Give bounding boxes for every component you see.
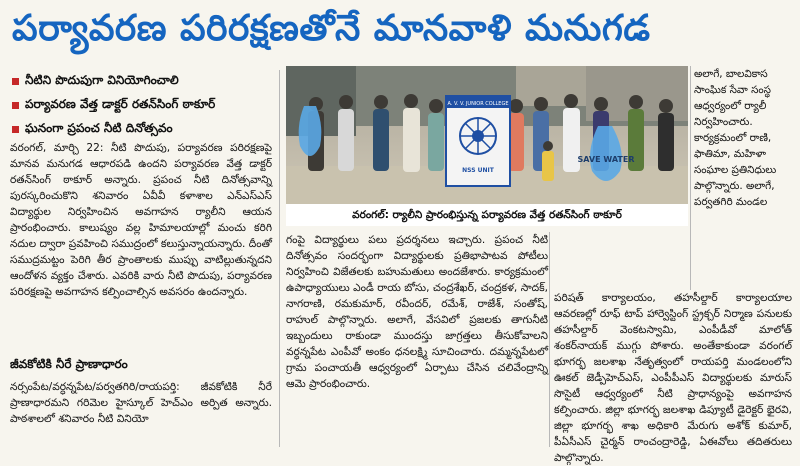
article-paragraph: పరిషత్ కార్యాలయం, తహసీల్దార్ కార్యాలయాల ఆవరణల్లో రూఫ్ టాప్ హార్వెస్టింగ్ స్ట్రక్చర్ నిర్మాణ పనులకు తహసీల్దార్ వెంకటస్వామి, ఎంపీడీవో మాలోత్ శంకర్‌నాయక్ ముగ్గు పోశారు. అంతేకాకుండా వరంగల్ భూగర్భ జలశాఖ నేతృత్వంలో రాయపర్తి మండలంలోని ఊకల్ జెడ్పీహెచ్ఎస్, ఎంపీపీఎస్ విద్యార్థులకు మారుస్ సొసైటీ ఆధ్వర్యంలో నీటి ప్రాధాన్యంపై అవగాహన కల్పించారు. జిల్లా భూగర్భ జలశాఖ డిప్యూటీ డైరెక్టర్ భైరవి, జిల్లా భూగర్భ శాఖ అధికారి మేరుగు అశోక్ కుమార్, పీఏసీఎస్ చైర్మన్ రాంచంద్రారెడ్డి, ఏఈవోలు తదితరులు పాల్గొన్నారు. xyxy=(554,292,792,464)
photo-caption: వరంగల్: ర్యాలీని ప్రారంభిస్తున్న పర్యావరణ వేత్త రతన్‌సింగ్ ఠాకూర్ xyxy=(286,204,688,226)
banner-subtitle: NSS UNIT xyxy=(462,167,494,174)
save-water-placard-left xyxy=(299,106,322,156)
article-column-2 xyxy=(286,232,548,447)
bullet-text: నీటిని పొదుపుగా వినియోగించాలి xyxy=(25,72,179,87)
bullet-item xyxy=(10,94,278,116)
bullet-list xyxy=(10,70,278,142)
column-divider xyxy=(690,66,691,290)
article-column-3 xyxy=(554,290,792,464)
bullet-square-icon xyxy=(12,102,19,109)
subheading: జీవకోటికి నీరే ప్రాణాధారం xyxy=(10,357,128,371)
placard-text: SAVE WATER xyxy=(577,155,635,164)
article-column-1 xyxy=(10,140,272,348)
headline: పర్యావరణ పరిరక్షణతోనే మానవాళి మనుగడ xyxy=(12,8,651,49)
bullet-text: ఘనంగా ప్రపంచ నీటి దినోత్సవం xyxy=(25,120,173,135)
rally-photo-illustration xyxy=(286,66,688,204)
column-divider xyxy=(279,70,280,447)
article-paragraph: వరంగల్, మార్చి 22: నీటి పొదుపు, పర్యావరణ పరిరక్షణపై మానవ మనుగడ ఆధారపడి ఉందని పర్యావరణ వేత్త డాక్టర్ రతన్‌సింగ్ ఠాకూర్ అన్నారు. ప్రపంచ నీటి దినోత్సవాన్ని పురస్కరించుకొని శనివారం ఏవీవీ కళాశాల ఎన్ఎస్ఎస్ విద్యార్థుల నిర్వహించిన అవగాహన ర్యాలీని ఆయన ప్రారంభించారు. కాలుష్యం వల్ల హిమాలయాల్లో మంచు కరిగి నదుల ద్వారా ప్రవహించి సముద్రంలో కలుస్తున్నాయన్నారు. దీంతో సముద్రమట్టం పెరిగి తీర ప్రాంతాలకు ముప్పు వాటిల్లుతున్నదని ఆందోళన వ్యక్తం చేశారు. ఎవరికి వారు నీటి పొదుపు, పర్యావరణ పరిరక్షణపై అవగాహన కల్పించాల్సిన అవసరం ఉందన్నారు. xyxy=(10,142,272,298)
article-column-4 xyxy=(694,66,792,290)
bullet-item xyxy=(10,70,278,92)
news-photo xyxy=(286,66,688,204)
article-column-1b xyxy=(10,379,272,447)
column-divider xyxy=(549,232,550,447)
article-paragraph: అలాగే, బాలవికాస సాంఘిక సేవా సంస్థ ఆధ్వర్యంలో ర్యాలీ నిర్వహించారు. కార్యక్రమంలో రాణి, ఫాతిమా, మహిళా సంఘాల ప్రతినిధులు పాల్గొన్నారు. అలాగే, పర్వతగిరి మండల xyxy=(694,68,777,208)
bullet-square-icon xyxy=(12,126,19,133)
bullet-text: పర్యావరణ వేత్త డాక్టర్ రతన్‌సింగ్ ఠాకూర్ xyxy=(25,96,216,111)
banner-title: A. V. V. JUNIOR COLLEGE xyxy=(447,101,509,107)
college-banner xyxy=(446,96,510,186)
article-paragraph: గంపై విద్యార్థులు పలు ప్రదర్శనలు ఇచ్చారు. ప్రపంచ నీటి దినోత్సవం సందర్భంగా విద్యార్థులకు ప్రతిభాపాటవ పోటీలు నిర్వహించి విజేతలకు బహుమతులు అందజేశారు. కార్యక్రమంలో ఉపాధ్యాయులు ఎండీ రాయ బోసు, చంద్రశేఖర్, చంద్రకళ, సాదక్, నాగరాణి, రమకుమార్, రవీందర్, రమేశ్, రాజేశ్, సంతోష్, రాహుల్ పాల్గొన్నారు. అలాగే, వేసవిలో ప్రజలకు తాగునీటి ఇబ్బందులు రాకుండా ముందస్తు జాగ్రత్తలు తీసుకోవాలని వర్ధన్నపేట ఎంపీవో అంకం ధనలక్ష్మి సూచించారు. దమ్మన్నపేటలో గ్రామ పంచాయతీ ఆధ్వర్యంలో ఏర్పాటు చేసిన చలివేంద్రాన్ని ఆమె ప్రారంభించారు. xyxy=(286,234,548,390)
bullet-item xyxy=(10,118,278,140)
article-paragraph: నర్సంపేట/వర్ధన్నపేట/పర్వతగిరి/రాయపర్తి: జీవకోటికి నీరే ప్రాణాధారమని గరిమెల హైస్కూల్ హెచ్ఎం అర్పిత అన్నారు. పాఠశాలలో శనివారం నీటి వినియో xyxy=(10,381,272,425)
bullet-square-icon xyxy=(12,78,19,85)
